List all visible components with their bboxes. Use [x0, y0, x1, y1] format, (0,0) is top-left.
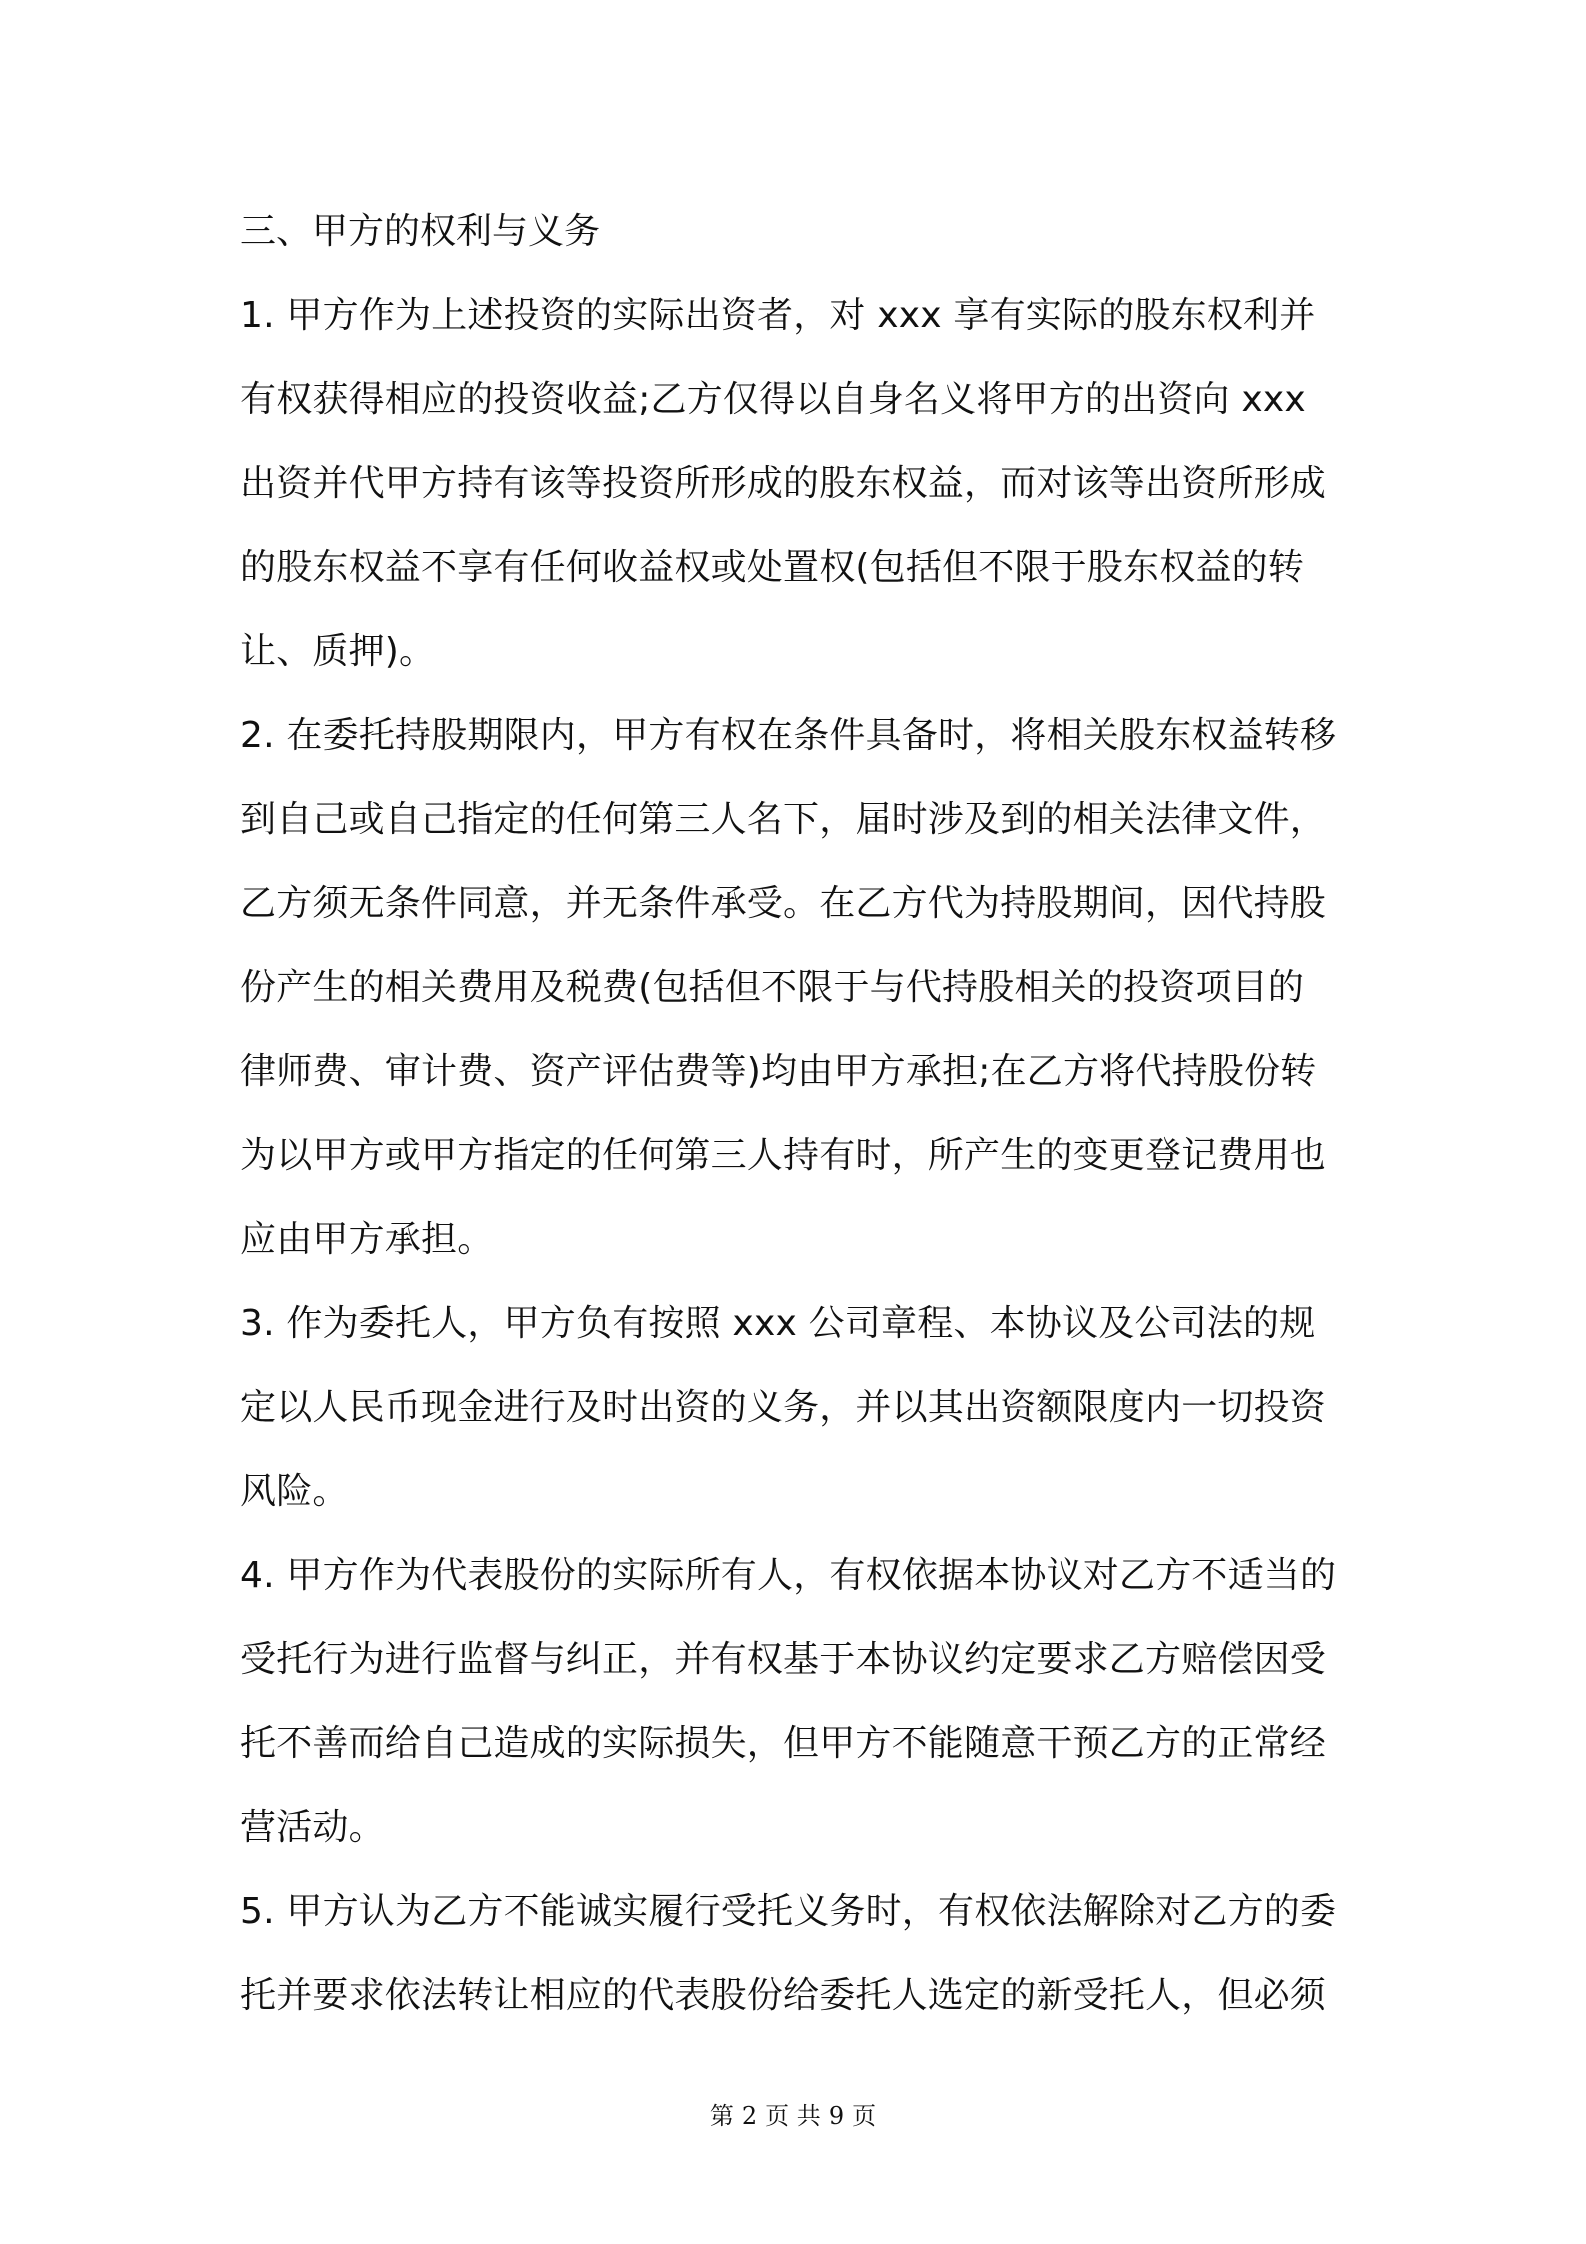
- paragraph-line: 到自己或自己指定的任何第三人名下，届时涉及到的相关法律文件，: [240, 799, 1327, 840]
- paragraph-line: 3. 作为委托人，甲方负有按照 xxx 公司章程、本协议及公司法的规: [240, 1303, 1316, 1344]
- paragraph-line: 应由甲方承担。: [240, 1219, 494, 1260]
- footer-middle: 页 共: [765, 2102, 821, 2130]
- paragraph-line: 托并要求依法转让相应的代表股份给委托人选定的新受托人，但必须: [240, 1975, 1327, 2016]
- section-heading: 三、甲方的权利与义务: [240, 211, 601, 252]
- paragraph-line: 受托行为进行监督与纠正，并有权基于本协议约定要求乙方赔偿因受: [240, 1639, 1327, 1680]
- footer-current-page: 2: [741, 2102, 758, 2130]
- paragraph-3: [240, 1282, 1360, 1534]
- paragraph-line: 让、质押)。: [240, 631, 436, 672]
- paragraph-line: 出资并代甲方持有该等投资所形成的股东权益，而对该等出资所形成: [240, 463, 1327, 504]
- paragraph-line: 有权获得相应的投资收益;乙方仅得以自身名义将甲方的出资向 xxx: [240, 379, 1306, 420]
- footer-prefix: 第: [709, 2102, 734, 2130]
- paragraph-1: [240, 274, 1360, 694]
- footer-total-pages: 9: [828, 2102, 845, 2130]
- paragraph-line: 份产生的相关费用及税费(包括但不限于与代持股相关的投资项目的: [240, 967, 1305, 1008]
- paragraph-line: 的股东权益不享有任何收益权或处置权(包括但不限于股东权益的转: [240, 547, 1305, 588]
- paragraph-2: [240, 694, 1360, 1282]
- document-body: [240, 190, 1360, 2038]
- page-footer: [0, 2096, 1586, 2131]
- paragraph-line: 为以甲方或甲方指定的任何第三人持有时，所产生的变更登记费用也: [240, 1135, 1327, 1176]
- paragraph-line: 律师费、审计费、资产评估费等)均由甲方承担;在乙方将代持股份转: [240, 1051, 1317, 1092]
- paragraph-line: 2. 在委托持股期限内，甲方有权在条件具备时，将相关股东权益转移: [240, 715, 1337, 756]
- paragraph-line: 5. 甲方认为乙方不能诚实履行受托义务时，有权依法解除对乙方的委: [240, 1891, 1337, 1932]
- paragraph-line: 定以人民币现金进行及时出资的义务，并以其出资额限度内一切投资: [240, 1387, 1327, 1428]
- paragraph-line: 乙方须无条件同意，并无条件承受。在乙方代为持股期间，因代持股: [240, 883, 1327, 924]
- paragraph-4: [240, 1534, 1360, 1870]
- paragraph-line: 风险。: [240, 1471, 349, 1512]
- paragraph-5: [240, 1870, 1360, 2038]
- footer-suffix: 页: [852, 2102, 877, 2130]
- paragraph-line: 托不善而给自己造成的实际损失，但甲方不能随意干预乙方的正常经: [240, 1723, 1327, 1764]
- paragraph-line: 4. 甲方作为代表股份的实际所有人，有权依据本协议对乙方不适当的: [240, 1555, 1337, 1596]
- paragraph-line: 营活动。: [240, 1807, 385, 1848]
- paragraph-line: 1. 甲方作为上述投资的实际出资者，对 xxx 享有实际的股东权利并: [240, 295, 1316, 336]
